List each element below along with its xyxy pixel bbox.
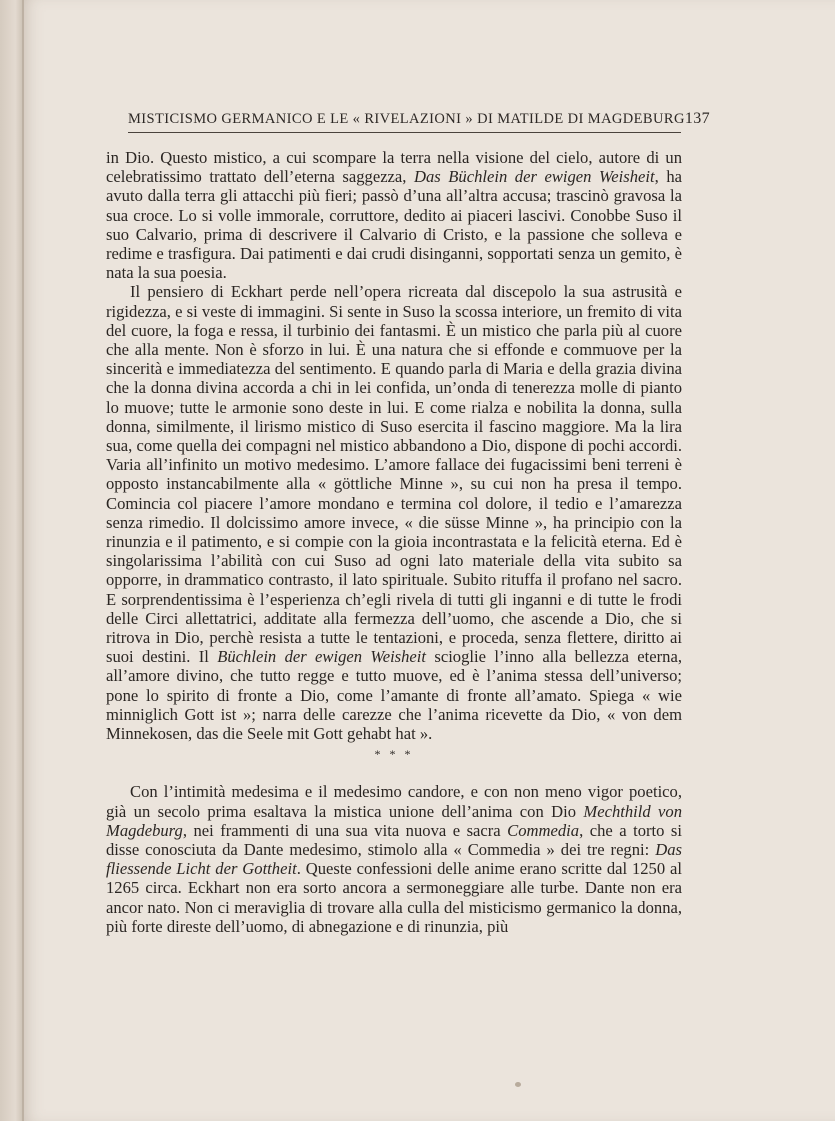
paragraph-2 bbox=[106, 282, 682, 743]
author-name-italic: Mechthild von Magdeburg bbox=[106, 801, 682, 840]
commedia-italic: Commedia bbox=[507, 820, 580, 840]
running-head-title: MISTICISMO GERMANICO E LE « RIVELAZIONI » DI MATILDE DI MAGDEBURG bbox=[128, 111, 685, 127]
running-head bbox=[128, 110, 711, 130]
paragraph-3-part-3: , nei frammenti di una sua vita nuova e sacra bbox=[182, 820, 508, 840]
paragraph-3-part-1: Con l’intimità medesima e il medesimo candore, e con non meno vigor poetico, già un secolo prima esaltava la mistica unione dell’anima con Dio bbox=[106, 782, 682, 821]
paragraph-2-part-1: Il pensiero di Eckhart perde nell’opera ricreata dal discepolo la sua astrusità e rigidezza, e si veste di immagini. Si sente in Suso la scossa interiore, un fremito di vita del cuore, la foga e ressa, il turbinio dei fantasmi. È un mistico che parla più al cuore che alla mente. Non è sforzo in lui. È una natura che si effonde e commuove per la sincerità e immediatezza del sentimento. E quando parla di Maria e della grazia divina che la donna divina accorda a chi in lei confida, un’onda di tenerezza molle di pianto lo muove; tutte le armonie sono deste in lui. E come rialza e nobilita la donna, sulla donna, similmente, il lirismo mistico di Suso esercita il fascino maggiore. Ma la lira sua, come quella dei compagni nel mistico abbandono a Dio, dispone di pochi accordi. Varia all’infinito un motivo medesimo. L’amore fallace dei fugacissimi beni terreni è opposto instancabilmente alla « göttliche Minne », su cui non ha presa il tempo. Comincia col piacere l’amore mondano e termina col dolore, il tedio e l’amarezza senza rimedio. Il dolcissimo amore invece, « die süsse Minne », ha principio con la rinunzia e il patimento, e si compie con la gioia incontrastata e la felicità eterna. Ed è singolarissima l’abilità con cui Suso ad ogni lato materiale della vita subito sa opporre, in drammatico contrasto, il lato spirituale. Subito rituffa il profano nel sacro. E sorprendentissima è l’esperienza ch’egli rivela di tutti gli inganni e di tutte le frodi delle Circi allettatrici, additate alla fermezza dell’uomo, che ascende a Dio, che si ritrova in Dio, perchè resista a tutte le tentazioni, e proceda, senza flettere, diritto ai suoi destini. Il bbox=[106, 282, 682, 667]
paragraph-1 bbox=[106, 148, 682, 282]
book-title-italic: Das Büchlein der ewigen Weisheit bbox=[413, 167, 655, 187]
page-gutter-edge bbox=[22, 0, 24, 1121]
paragraph-2-part-3: scioglie l’inno alla bellezza eterna, all’amore divino, che tutto regge e tutto muove, ed è l’anima stessa dell’universo; pone lo spirito di fronte a Dio, come l’amante di fronte all’amato. Spiega « wie minniglich Gott ist »; narra delle carezze che l’anima ricevette da Dio, « von dem Minnekosen, das die Seele mit Gott gehabt hat ». bbox=[106, 647, 682, 744]
paragraph-3 bbox=[106, 782, 682, 936]
header-rule bbox=[128, 132, 681, 133]
work-title-italic: Das fliessende Licht der Gottheit bbox=[106, 839, 682, 879]
book-spine bbox=[0, 0, 22, 1121]
paragraph-3-part-5: , che a torto si disse conosciuta da Dante medesimo, stimolo alla « Commedia » dei tre regni: bbox=[106, 820, 682, 859]
section-separator: * * * bbox=[374, 747, 414, 762]
paper-stain bbox=[515, 1082, 521, 1087]
paragraph-3-part-7: . Queste confessioni delle anime erano scritte dal 1250 al 1265 circa. Eckhart non era sorto ancora a sermoneggiare alle turbe. Dante non era ancor nato. Non ci meraviglia di trovare alla culla del misticismo germanico la donna, più forte direste dell’uomo, di abnegazione e di rinunzia, più bbox=[106, 859, 683, 936]
book-title-italic-2: Büchlein der ewigen Weisheit bbox=[217, 647, 427, 667]
paragraph-1-part-3: , ha avuto dalla terra gli attacchi più fieri; passò d’una all’altra accusa; trascinò gravosa la sua croce. Lo si volle immorale, corruttore, dedito ai piaceri lascivi. Conobbe Suso il suo Calvario, prima di descrivere il Calvario di Cristo, e la passione che solleva e redime e trasfigura. Dai patimenti e dai crudi disinganni, sopportati senza un gemito, è nata la sua poesia. bbox=[106, 167, 682, 283]
page-number: 137 bbox=[684, 110, 711, 127]
paragraph-1-part-1: in Dio. Questo mistico, a cui scompare la terra nella visione del cielo, autore di un celebratissimo trattato dell’eterna saggezza, bbox=[106, 148, 682, 187]
body-text bbox=[106, 148, 682, 936]
